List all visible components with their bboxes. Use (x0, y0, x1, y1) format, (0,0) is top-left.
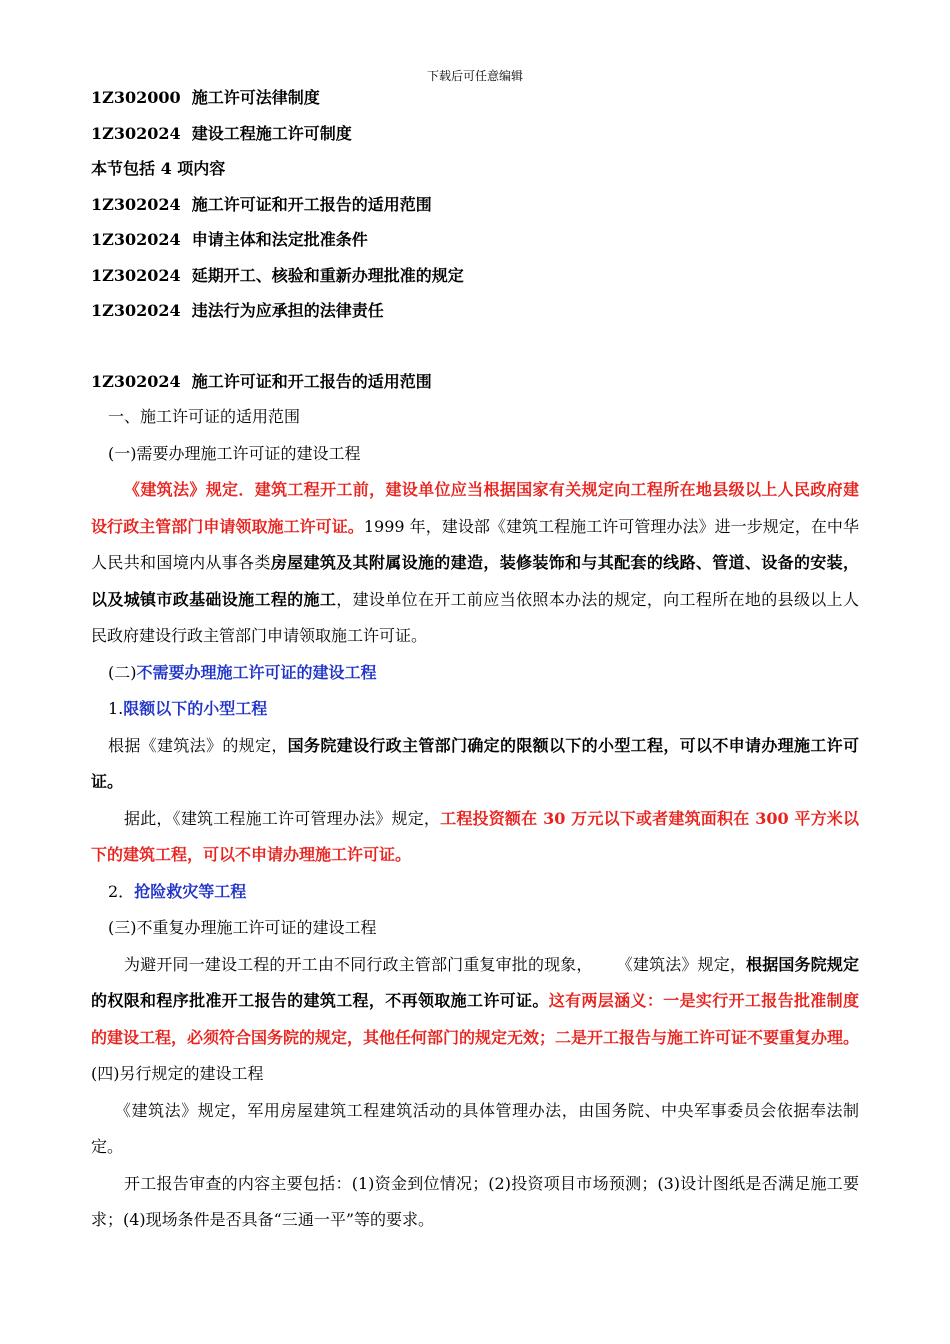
closing-paragraph: 开工报告审查的内容主要包括：(1)资金到位情况；(2)投资项目市场预测；(3)设计图纸是否满足施工要求；(4)现场条件是否具备“三通一平”等的要求。 (91, 1173, 859, 1229)
part4-heading: (四)另行规定的建设工程 (91, 1064, 264, 1083)
paragraph-text: 据此，《建筑工程施工许可管理办法》规定， (124, 808, 441, 828)
part3-paragraph (91, 947, 859, 1057)
heading-chapter (91, 80, 859, 116)
part2-prefix: (二) (108, 662, 137, 682)
paragraph-red-text: 这有两层涵义：一是实行开工报告批准制度的建设工程，必须符合国务院的规定，其他任何部门的规定无效；二是开工报告与施工许可证不要重复办理。 (91, 991, 860, 1047)
paragraph-text-2: 《建筑法》规定， (616, 954, 747, 974)
document-body (91, 80, 859, 1239)
heading-code: 1Z302024 (91, 123, 181, 143)
item-label: 限额以下的小型工程 (123, 699, 268, 718)
paragraph-text: 为避开同一建设工程的开工由不同行政主管部门重复审批的现象， (124, 954, 593, 974)
paragraph-red-text: 工程投资额在 30 万元以下或者建筑面积在 300 平方米以下的建筑工程，可以不申请办理施工许可证。 (91, 808, 859, 864)
item-number: 2． (108, 881, 135, 901)
part1-text-2: ，建设单位在开工前应当依照本办法的规定，向工程所在地的县级以上人民政府建设行政主管部门申请领取施工许可证。 (91, 589, 859, 645)
part2-heading (91, 655, 859, 692)
part4-paragraph: 《建筑法》规定，军用房屋建筑工程建筑活动的具体管理办法，由国务院、中央军事委员会依据奉法制定。 (91, 1100, 859, 1156)
heading-section (91, 116, 859, 152)
heading-title: 延期开工、核验和重新办理批准的规定 (191, 265, 464, 285)
heading-code: 1Z302024 (91, 301, 181, 320)
page-header: 下载后可任意编辑 (426, 69, 523, 83)
part1-text: 1999 年，建设部《建筑工程施工许可管理办法》进一步规定，在中华人民共和国境内从事各类 (91, 516, 859, 572)
paragraph-text: 根据《建筑法》的规定， (108, 735, 288, 755)
part3-heading: (三)不重复办理施工许可证的建设工程 (108, 918, 377, 937)
toc-item (91, 293, 859, 329)
paragraph-bold-text: 国务院建设行政主管部门确定的限额以下的小型工程，可以不申请办理施工许可证。 (91, 735, 859, 791)
paragraph-bold-text: 根据国务院规定的权限和程序批准开工报告的建筑工程，不再领取施工许可证。 (91, 954, 859, 1010)
item-label: 抢险救灾等工程 (134, 881, 247, 901)
heading-code: 1Z302024 (91, 371, 181, 391)
item-number: 1. (108, 699, 124, 718)
subsection-heading: 一、施工许可证的适用范围 (108, 407, 301, 426)
heading-title: 申请主体和法定批准条件 (191, 230, 368, 249)
heading-code: 1Z302024 (91, 230, 181, 249)
part1-paragraph (91, 472, 859, 655)
heading-title: 施工许可证和开工报告的适用范围 (191, 371, 432, 391)
heading-title: 施工许可法律制度 (191, 88, 320, 107)
toc-item (91, 222, 859, 258)
heading-summary: 本节包括 4 项内容 (91, 159, 226, 178)
heading-code: 1Z302024 (91, 265, 181, 285)
heading-title: 施工许可证和开工报告的适用范围 (191, 194, 432, 214)
heading-title: 建设工程施工许可制度 (191, 123, 352, 143)
part2-heading-label: 不需要办理施工许可证的建设工程 (136, 662, 377, 682)
spacer (91, 329, 859, 364)
part1-bold-text: 房屋建筑及其附属设施的建造，装修装饰和与其配套的线路、管道、设备的安装，以及城镇市政基础设施工程的施工 (91, 553, 859, 609)
section-heading (91, 364, 859, 400)
part1-red-text: 《建筑法》规定．建筑工程开工前，建设单位应当根据国家有关规定向工程所在地县级以上人民政府建设行政主管部门申请领取施工许可证。 (91, 480, 859, 536)
heading-code: 1Z302024 (91, 194, 181, 214)
part2-paragraph-1 (91, 728, 859, 801)
toc-item (91, 258, 859, 294)
heading-code: 1Z302000 (91, 88, 181, 107)
part2-item1 (91, 691, 859, 728)
part2-item2 (91, 874, 859, 911)
heading-title: 违法行为应承担的法律责任 (191, 301, 384, 320)
part1-heading: (一)需要办理施工许可证的建设工程 (108, 443, 361, 463)
part2-paragraph-2 (91, 801, 859, 874)
toc-item (91, 187, 859, 223)
